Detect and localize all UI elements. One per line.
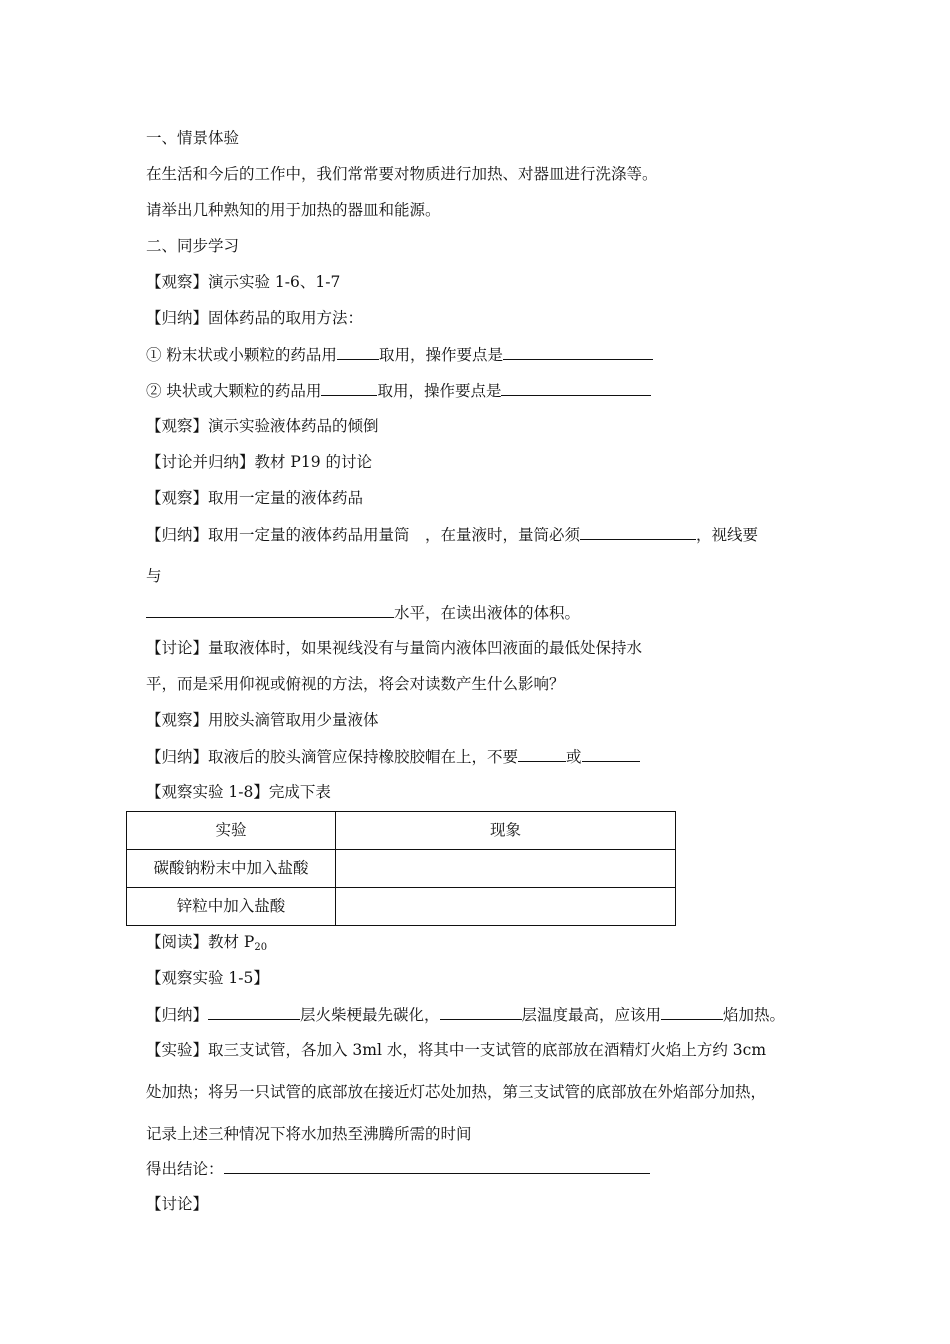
- summary-line: 【归纳】固体药品的取用方法：: [146, 309, 364, 327]
- discussion-line: 【讨论】量取液体时，如果视线没有与量筒内液体凹液面的最低处保持水: [146, 639, 643, 657]
- observe-line: 【观察实验 1-8】完成下表: [146, 783, 331, 801]
- table-header: 现象: [336, 812, 676, 850]
- fill-blank[interactable]: [503, 344, 653, 360]
- observe-line: 【观察实验 1-5】: [146, 969, 269, 987]
- summary-text: ，视线要: [696, 526, 759, 544]
- summary-text: 与: [146, 567, 162, 585]
- summary-line: [146, 1004, 785, 1025]
- table-cell: 碳酸钠粉末中加入盐酸: [127, 850, 336, 888]
- item-line: [146, 344, 653, 365]
- reading-text: 【阅读】教材 P: [146, 933, 255, 951]
- fill-blank[interactable]: [208, 1004, 300, 1020]
- summary-text: 层火柴梗最先碳化，: [300, 1006, 440, 1024]
- fill-blank[interactable]: [224, 1158, 650, 1174]
- observe-line: 【观察】用胶头滴管取用少量液体: [146, 711, 379, 729]
- table-row: [127, 888, 676, 926]
- fill-blank[interactable]: [582, 746, 640, 762]
- summary-text: 或: [566, 748, 582, 766]
- section-title-1: 一、情景体验: [146, 129, 240, 147]
- observe-line: 【观察】演示实验 1-6、1-7: [146, 273, 341, 291]
- table-cell[interactable]: [336, 888, 676, 926]
- section-title-2: 二、同步学习: [146, 237, 240, 255]
- summary-line: [146, 746, 640, 767]
- paragraph: 请举出几种熟知的用于加热的器皿和能源。: [146, 201, 441, 219]
- conclusion-label: 得出结论：: [146, 1160, 224, 1178]
- table-cell: 锌粒中加入盐酸: [127, 888, 336, 926]
- summary-text: 【归纳】取用一定量的液体药品用量筒 ，在量液时，量筒必须: [146, 526, 581, 544]
- page-subscript: 20: [254, 942, 268, 953]
- conclusion-line: [146, 1158, 650, 1179]
- paragraph: 在生活和今后的工作中，我们常常要对物质进行加热、对器皿进行洗涤等。: [146, 165, 658, 183]
- fill-blank[interactable]: [501, 380, 651, 396]
- summary-text: 【归纳】: [146, 1006, 209, 1024]
- summary-text: 层温度最高，应该用: [521, 1006, 662, 1024]
- table-row: [127, 850, 676, 888]
- experiment-line: 【实验】取三支试管，各加入 3ml 水，将其中一支试管的底部放在酒精灯火焰上方约 3cm: [146, 1041, 767, 1059]
- table-cell[interactable]: [336, 850, 676, 888]
- experiment-line: 处加热；将另一只试管的底部放在接近灯芯处加热，第三支试管的底部放在外焰部分加热，: [146, 1083, 767, 1101]
- summary-text: 水平，在读出液体的体积。: [394, 604, 581, 622]
- experiment-line: 记录上述三种情况下将水加热至沸腾所需的时间: [146, 1125, 472, 1143]
- item-text: ② 块状或大颗粒的药品用: [146, 382, 322, 400]
- fill-blank[interactable]: [321, 380, 377, 396]
- fill-blank[interactable]: [661, 1004, 723, 1020]
- fill-blank[interactable]: [337, 344, 379, 360]
- fill-blank[interactable]: [146, 602, 394, 618]
- fill-blank[interactable]: [440, 1004, 522, 1020]
- item-text: 取用，操作要点是: [377, 382, 502, 400]
- experiment-table: [126, 811, 676, 926]
- observe-line: 【观察】演示实验液体药品的倾倒: [146, 417, 379, 435]
- table-header-row: [127, 812, 676, 850]
- summary-line: [146, 602, 580, 623]
- discussion-line: 【讨论并归纳】教材 P19 的讨论: [146, 453, 373, 471]
- summary-text: 焰加热。: [723, 1006, 786, 1024]
- summary-text: 【归纳】取液后的胶头滴管应保持橡胶胶帽在上，不要: [146, 748, 519, 766]
- reading-line: [146, 932, 267, 958]
- discussion-line: 平，而是采用仰视或俯视的方法，将会对读数产生什么影响？: [146, 675, 565, 693]
- item-text: ① 粉末状或小颗粒的药品用: [146, 346, 337, 364]
- table-header: 实验: [127, 812, 336, 850]
- item-text: 取用，操作要点是: [378, 346, 503, 364]
- summary-line: [146, 524, 758, 545]
- fill-blank[interactable]: [518, 746, 566, 762]
- fill-blank[interactable]: [580, 524, 696, 540]
- observe-line: 【观察】取用一定量的液体药品: [146, 489, 364, 507]
- item-line: [146, 380, 651, 401]
- discussion-line: 【讨论】: [146, 1195, 209, 1213]
